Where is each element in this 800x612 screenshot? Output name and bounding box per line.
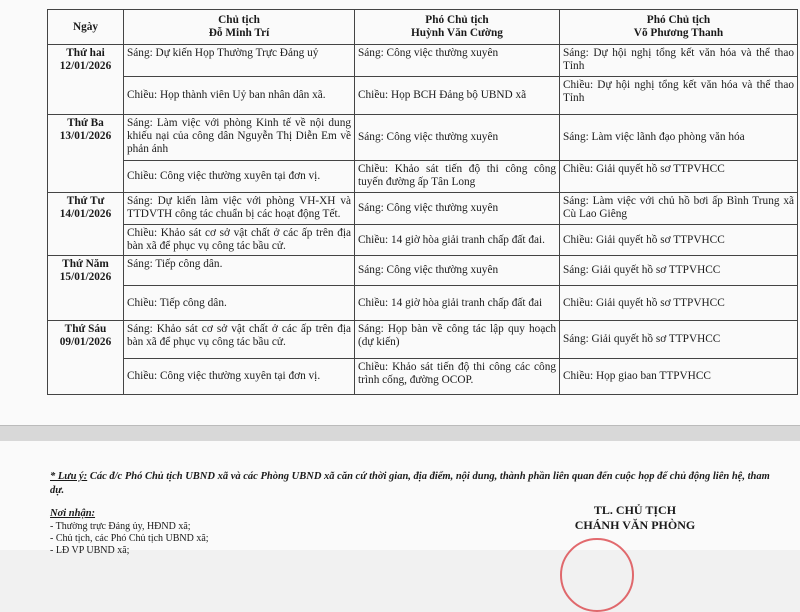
table-row: [48, 45, 798, 77]
schedule-cell: Chiều: Khảo sát tiến độ thi công các công trình cống, đường OCOP.: [355, 359, 560, 395]
header-vice-chairman-1: [355, 10, 560, 45]
schedule-cell: Chiều: Khảo sát cơ sở vật chất ở các ấp trên địa bàn xã để phục vụ công tác bầu cử.: [124, 225, 355, 256]
header-vice-chairman-2-name: Võ Phương Thanh: [633, 27, 724, 39]
day-name: Thứ Ba: [67, 117, 104, 129]
header-day: Ngày: [48, 10, 124, 45]
red-seal-stamp: [560, 538, 634, 612]
weekly-schedule-table: [47, 9, 798, 395]
schedule-cell: Chiều: Công việc thường xuyên tại đơn vị.: [124, 359, 355, 395]
schedule-cell: Sáng: Họp bàn về công tác lập quy hoạch (dự kiến): [355, 321, 560, 359]
schedule-cell: Chiều: Giải quyết hồ sơ TTPVHCC: [560, 161, 798, 193]
recipients-title: Nơi nhận:: [50, 508, 96, 519]
schedule-cell: Sáng: Giải quyết hồ sơ TTPVHCC: [560, 256, 798, 286]
schedule-cell: Sáng: Công việc thường xuyên: [355, 115, 560, 161]
day-date: 14/01/2026: [59, 208, 112, 220]
header-vice-chairman-1-title: Phó Chủ tịch: [425, 14, 489, 26]
schedule-cell: Sáng: Làm việc với phòng Kinh tế về nội dung khiếu nại của công dân Nguyễn Thị Diễn Em về phản ánh: [124, 115, 355, 161]
day-name: Thứ Tư: [66, 195, 105, 207]
recipients-list: [50, 521, 209, 557]
table-row: [48, 256, 798, 286]
table-row: [48, 77, 798, 115]
day-name: Thứ Sáu: [64, 323, 107, 335]
schedule-cell: Sáng: Làm việc với chủ hồ bơi ấp Bình Trung xã Cù Lao Giêng: [560, 193, 798, 225]
schedule-cell: Sáng: Công việc thường xuyên: [355, 193, 560, 225]
schedule-cell: Chiều: Dự hội nghị tổng kết văn hóa và thể thao Tỉnh: [560, 77, 798, 115]
table-row: [48, 115, 798, 161]
schedule-cell: Chiều: Họp BCH Đảng bộ UBND xã: [355, 77, 560, 115]
day-cell: [48, 115, 124, 193]
schedule-cell: Chiều: Khảo sát tiến độ thi công công tuyến đường ấp Tân Long: [355, 161, 560, 193]
schedule-cell: Sáng: Công việc thường xuyên: [355, 45, 560, 77]
schedule-cell: Sáng: Khảo sát cơ sở vật chất ở các ấp trên địa bàn xã để phục vụ công tác bầu cử.: [124, 321, 355, 359]
day-name: Thứ Năm: [62, 258, 109, 270]
day-cell: [48, 256, 124, 321]
day-cell: [48, 193, 124, 256]
schedule-cell: Sáng: Dự hội nghị tổng kết văn hóa và thể thao Tỉnh: [560, 45, 798, 77]
schedule-cell: Chiều: Họp thành viên Uỷ ban nhân dân xã.: [124, 77, 355, 115]
note-label: * Lưu ý:: [50, 471, 88, 482]
table-header-row: [48, 10, 798, 45]
day-date: 09/01/2026: [59, 336, 112, 348]
table-row: [48, 225, 798, 256]
signature-block: [540, 503, 730, 533]
schedule-cell: Chiều: Giải quyết hồ sơ TTPVHCC: [560, 286, 798, 321]
table-row: [48, 321, 798, 359]
table-row: [48, 286, 798, 321]
header-chairman-title: Chủ tịch: [218, 14, 260, 26]
list-item: - Chủ tịch, các Phó Chủ tịch UBND xã;: [50, 533, 209, 544]
schedule-cell: Sáng: Làm việc lãnh đạo phòng văn hóa: [560, 115, 798, 161]
schedule-cell: Sáng: Tiếp công dân.: [124, 256, 355, 286]
header-vice-chairman-2: [560, 10, 798, 45]
schedule-cell: Sáng: Dự kiến làm việc với phòng VH-XH và TTDVTH công tác chuẩn bị các hoạt động Tết.: [124, 193, 355, 225]
schedule-cell: Chiều: 14 giờ hòa giải tranh chấp đất đai.: [355, 225, 560, 256]
header-vice-chairman-1-name: Huỳnh Văn Cường: [411, 27, 503, 39]
schedule-cell: Sáng: Công việc thường xuyên: [355, 256, 560, 286]
schedule-cell: Chiều: Giải quyết hồ sơ TTPVHCC: [560, 225, 798, 256]
list-item: - Thường trực Đảng ủy, HĐND xã;: [50, 521, 191, 532]
header-vice-chairman-2-title: Phó Chủ tịch: [646, 14, 711, 26]
schedule-cell: Chiều: 14 giờ hòa giải tranh chấp đất đai: [355, 286, 560, 321]
day-date: 15/01/2026: [59, 271, 112, 283]
list-item: - LĐ VP UBND xã;: [50, 545, 130, 556]
footer-page: [0, 441, 800, 556]
day-date: 12/01/2026: [59, 60, 112, 72]
schedule-cell: Chiều: Công việc thường xuyên tại đơn vị.: [124, 161, 355, 193]
table-row: [48, 193, 798, 225]
day-name: Thứ hai: [66, 47, 105, 59]
table-row: [48, 359, 798, 395]
header-chairman-name: Đỗ Minh Trí: [208, 27, 270, 39]
day-date: 13/01/2026: [59, 130, 112, 142]
sign-line-1: TL. CHỦ TỊCH: [593, 503, 677, 517]
header-chairman: [124, 10, 355, 45]
day-cell: [48, 321, 124, 395]
sign-line-2: CHÁNH VĂN PHÒNG: [574, 518, 696, 532]
schedule-cell: Chiều: Tiếp công dân.: [124, 286, 355, 321]
schedule-cell: Chiều: Họp giao ban TTPVHCC: [560, 359, 798, 395]
table-row: [48, 161, 798, 193]
note-text: Các đ/c Phó Chủ tịch UBND xã và các Phòng UBND xã căn cứ thời gian, địa điểm, nội dung, thành phần liên quan đến cuộc họp để chủ động liên hệ, tham dự.: [50, 471, 770, 496]
schedule-cell: Sáng: Giải quyết hồ sơ TTPVHCC: [560, 321, 798, 359]
day-cell: [48, 45, 124, 115]
schedule-cell: Sáng: Dự kiến Họp Thường Trực Đảng uỷ: [124, 45, 355, 77]
footer-note: [50, 470, 770, 498]
